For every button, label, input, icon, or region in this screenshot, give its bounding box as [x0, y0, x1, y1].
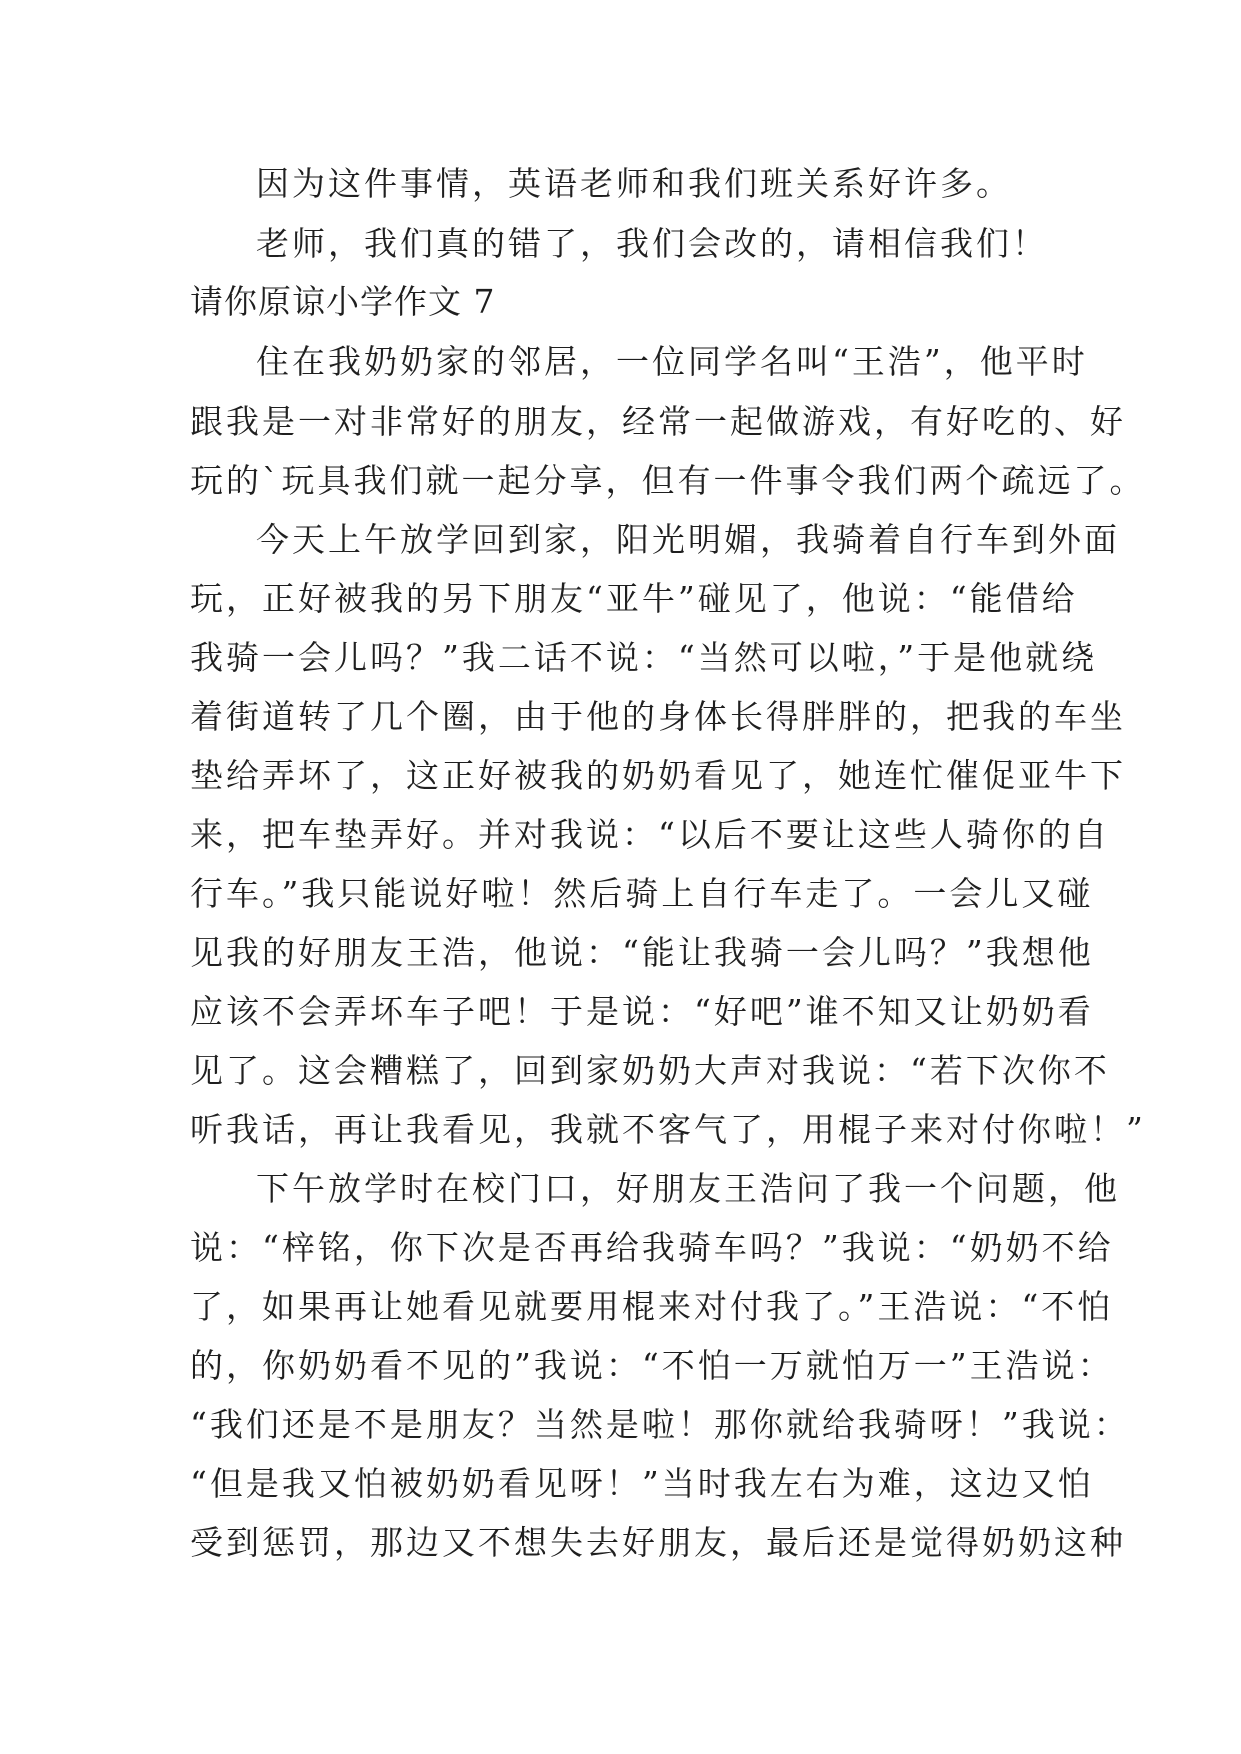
paragraph-line: 着街道转了几个圈，由于他的身体长得胖胖的，把我的车坐 — [190, 697, 1126, 736]
paragraph-line: 来，把车垫弄好。并对我说：“以后不要让这些人骑你的自 — [190, 815, 1110, 854]
paragraph-line: 说：“梓铭，你下次是否再给我骑车吗？”我说：“奶奶不给 — [190, 1228, 1114, 1267]
paragraph-line: “我们还是不是朋友？当然是啦！那你就给我骑呀！”我说： — [190, 1405, 1130, 1444]
paragraph-line: 下午放学时在校门口，好朋友王浩问了我一个问题，他 — [256, 1169, 1120, 1208]
paragraph-line: 行车。”我只能说好啦！然后骑上自行车走了。一会儿又碰 — [190, 874, 1094, 913]
paragraph-line: 垫给弄坏了，这正好被我的奶奶看见了，她连忙催促亚牛下 — [190, 756, 1126, 795]
paragraph-line: 我骑一会儿吗？”我二话不说：“当然可以啦，”于是他就绕 — [190, 638, 1098, 677]
paragraph-line: 住在我奶奶家的邻居，一位同学名叫“王浩”，他平时 — [256, 342, 1088, 381]
paragraph-line: 的，你奶奶看不见的”我说：“不怕一万就怕万一”王浩说： — [190, 1346, 1114, 1385]
paragraph-line: 老师，我们真的错了，我们会改的，请相信我们！ — [256, 224, 1048, 263]
paragraph-line: 跟我是一对非常好的朋友，经常一起做游戏，有好吃的、好 — [190, 402, 1126, 441]
paragraph-line: 玩，正好被我的另下朋友“亚牛”碰见了，他说：“能借给 — [190, 579, 1078, 618]
paragraph-line: 见我的好朋友王浩，他说：“能让我骑一会儿吗？”我想他 — [190, 933, 1094, 972]
paragraph-line: 听我话，再让我看见，我就不客气了，用棍子来对付你啦！” — [190, 1110, 1146, 1149]
section-heading: 请你原谅小学作文 7 — [190, 282, 496, 321]
paragraph-line: 因为这件事情，英语老师和我们班关系好许多。 — [256, 164, 1012, 203]
paragraph-line: 玩的`玩具我们就一起分享，但有一件事令我们两个疏远了。 — [190, 461, 1146, 500]
paragraph-line: 了，如果再让她看见就要用棍来对付我了。”王浩说：“不怕 — [190, 1287, 1114, 1326]
paragraph-line: 受到惩罚，那边又不想失去好朋友，最后还是觉得奶奶这种 — [190, 1523, 1126, 1562]
paragraph-line: 见了。这会糟糕了，回到家奶奶大声对我说：“若下次你不 — [190, 1051, 1110, 1090]
paragraph-line: 今天上午放学回到家，阳光明媚，我骑着自行车到外面 — [256, 520, 1120, 559]
paragraph-line: “但是我又怕被奶奶看见呀！”当时我左右为难，这边又怕 — [190, 1464, 1094, 1503]
paragraph-line: 应该不会弄坏车子吧！于是说：“好吧”谁不知又让奶奶看 — [190, 992, 1094, 1031]
